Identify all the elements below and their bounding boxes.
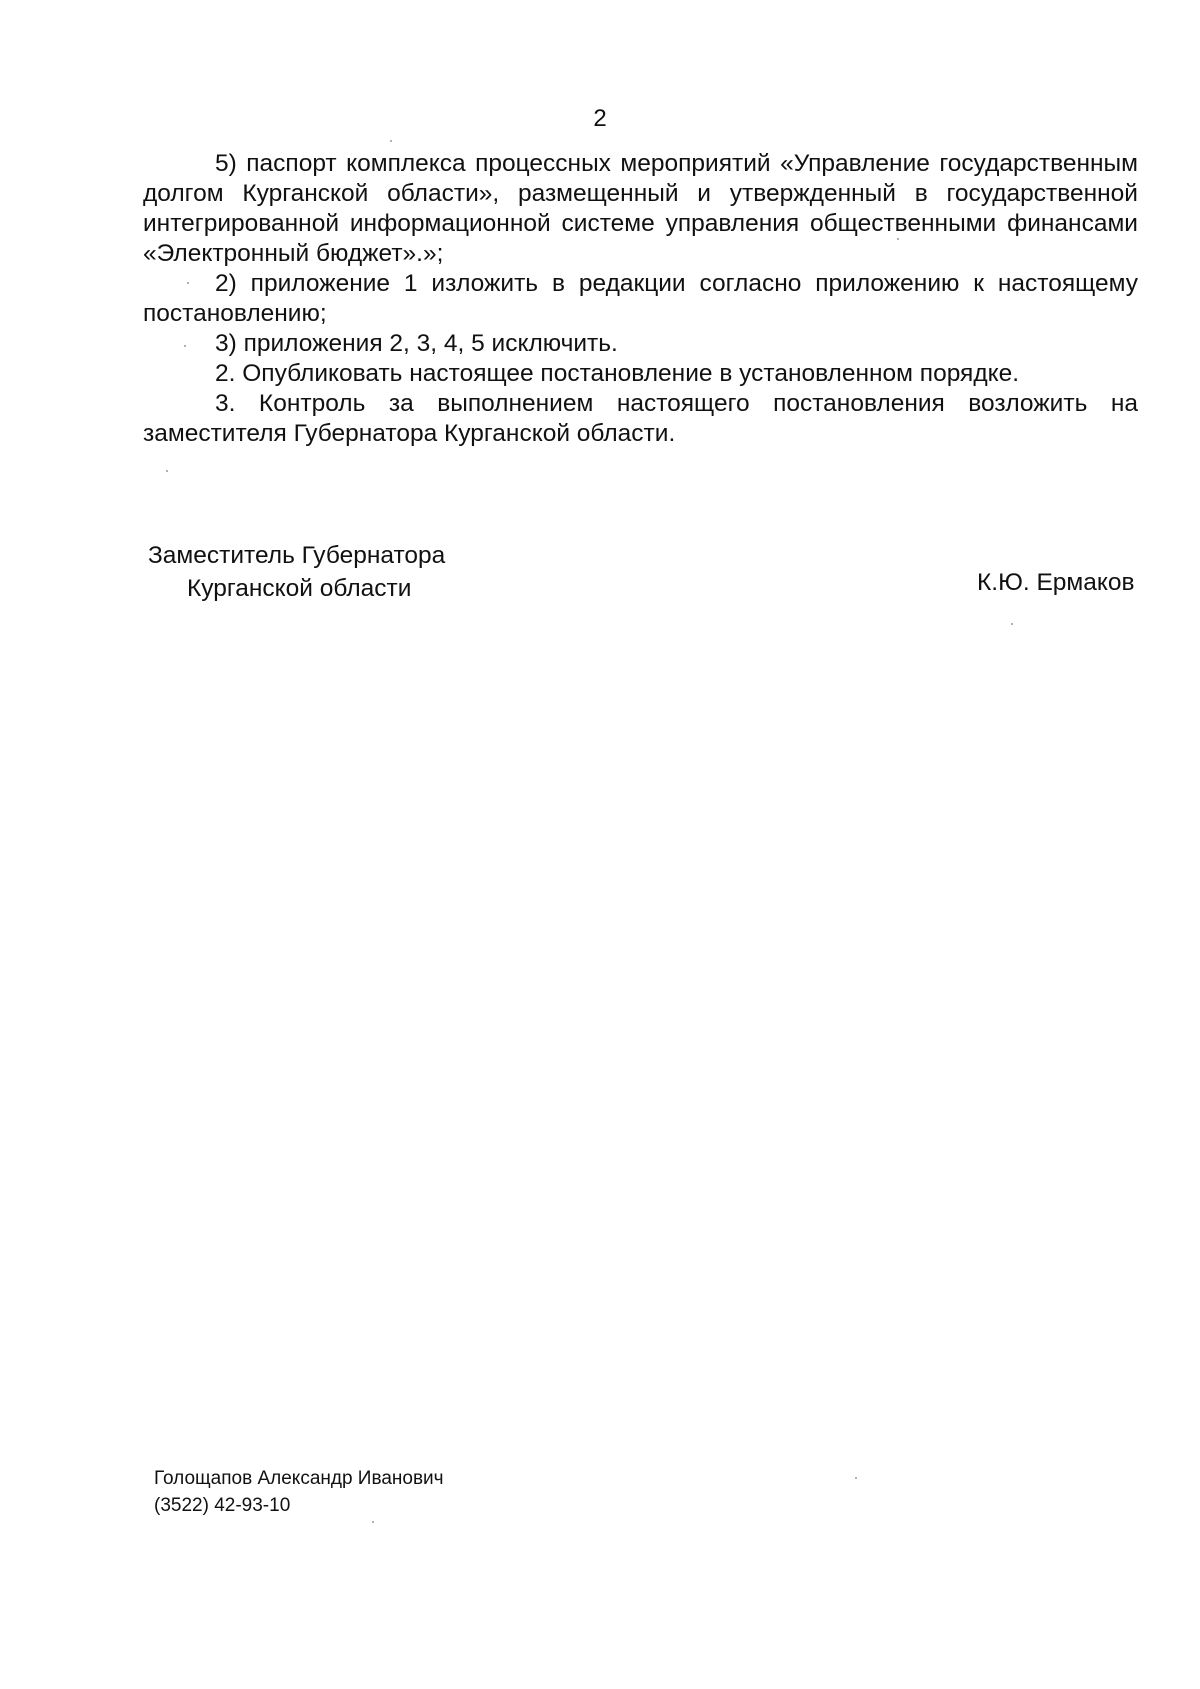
scan-speck bbox=[184, 345, 186, 347]
scan-speck bbox=[372, 1521, 374, 1523]
document-body bbox=[143, 149, 1138, 449]
scan-speck bbox=[897, 238, 899, 240]
scan-speck bbox=[187, 282, 189, 284]
paragraph-appendix-1: 2) приложение 1 изложить в редакции согласно приложению к настоящему постановлению; bbox=[143, 270, 1138, 327]
paragraph-publication: 2. Опубликовать настоящее постановление в установленном порядке. bbox=[215, 360, 1020, 387]
signatory-title bbox=[148, 539, 445, 605]
scan-speck bbox=[1011, 623, 1013, 625]
paragraph-control: 3. Контроль за выполнением настоящего постановления возложить на заместителя Губернатора Курганской области. bbox=[143, 390, 1138, 447]
scan-speck bbox=[166, 470, 168, 472]
performer-block bbox=[154, 1465, 444, 1519]
paragraph-appendices-excluded: 3) приложения 2, 3, 4, 5 исключить. bbox=[215, 330, 618, 357]
page-number: 2 bbox=[593, 105, 607, 132]
paragraph-passport-item: 5) паспорт комплекса процессных мероприятий «Управление государственным долгом Курганской области», размещенный и утвержденный в государственной интегрированной информационной системе управления общественными финансами «Электронный бюджет».»; bbox=[143, 150, 1138, 267]
scan-speck bbox=[855, 1477, 857, 1479]
signatory-title-line2: Курганской области bbox=[187, 575, 412, 602]
signatory-title-line1: Заместитель Губернатора bbox=[148, 542, 446, 569]
signatory-name: К.Ю. Ермаков bbox=[977, 569, 1135, 596]
scan-speck bbox=[390, 140, 392, 142]
performer-name: Голощапов Александр Иванович bbox=[154, 1468, 444, 1489]
performer-phone: (3522) 42-93-10 bbox=[154, 1495, 291, 1516]
